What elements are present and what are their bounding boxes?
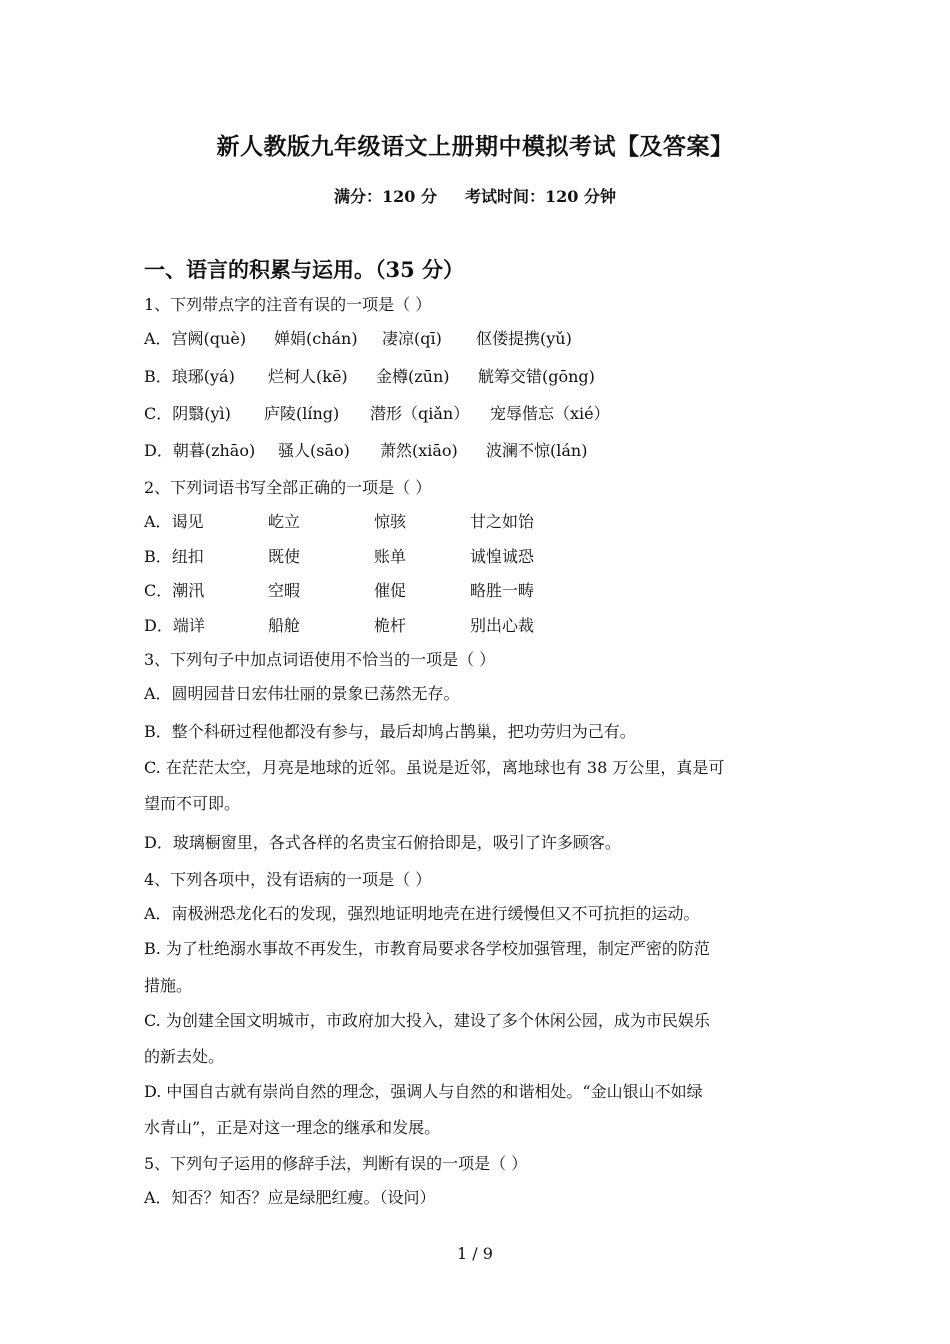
option-cell: 婵娟(chán) (274, 329, 358, 348)
full-score: 满分：120 分 (334, 187, 437, 206)
question-3-option-c-line1: C. 在茫茫太空，月亮是地球的近邻。虽说是近邻，离地球也有 38 万公里，真是可 (144, 758, 725, 777)
question-4-option-d-line1: D. 中国自古就有崇尚自然的理念，强调人与自然的和谐相处。“金山银山不如绿 (144, 1082, 703, 1101)
option-cell: D．端详 (144, 616, 205, 635)
option-cell: B．琅琊(yá) (144, 367, 235, 386)
option-cell: B．纽扣 (144, 547, 204, 566)
option-cell: A．谒见 (144, 512, 204, 531)
option-cell: 庐陵(líng) (264, 404, 340, 423)
option-cell: C．潮汛 (144, 581, 205, 600)
question-5-stem: 5、下列句子运用的修辞手法，判断有误的一项是（ ） (144, 1154, 528, 1173)
question-2-stem: 2、下列词语书写全部正确的一项是（ ） (144, 478, 432, 497)
question-4-option-d-line2: 水青山”，正是对这一理念的继承和发展。 (144, 1118, 441, 1137)
exam-info (0, 184, 950, 207)
question-4-option-c-line2: 的新去处。 (144, 1047, 225, 1066)
option-cell: 船舱 (268, 616, 301, 635)
option-cell: C．阴翳(yì) (144, 404, 231, 423)
question-4-option-a: A．南极洲恐龙化石的发现，强烈地证明地壳在进行缓慢但又不可抗拒的运动。 (144, 904, 700, 923)
option-cell: 略胜一畴 (470, 581, 535, 600)
option-cell: 金樽(zūn) (376, 367, 450, 386)
exam-time: 考试时间：120 分钟 (465, 187, 616, 206)
option-cell: 桅杆 (374, 616, 407, 635)
question-4-option-b-line1: B. 为了杜绝溺水事故不再发生，市教育局要求各学校加强管理，制定严密的防范 (144, 939, 710, 958)
question-3-option-b: B．整个科研过程他都没有参与，最后却鸠占鹊巢，把功劳归为己有。 (144, 722, 636, 741)
option-cell: 屹立 (268, 512, 301, 531)
question-3-option-c-line2: 望而不可即。 (144, 794, 241, 813)
option-cell: A．宫阙(què) (144, 329, 247, 348)
option-cell: 宠辱偕忘（xié） (490, 404, 610, 423)
option-cell: 账单 (374, 547, 407, 566)
question-4-option-c-line1: C. 为创建全国文明城市，市政府加大投入，建设了多个休闲公园，成为市民娱乐 (144, 1011, 710, 1030)
option-cell: 烂柯人(kē) (268, 367, 348, 386)
question-3-option-d: D．玻璃橱窗里，各式各样的名贵宝石俯拾即是，吸引了许多顾客。 (144, 833, 621, 852)
option-cell: 惊骇 (374, 512, 407, 531)
question-3-option-a: A．圆明园昔日宏伟壮丽的景象已荡然无存。 (144, 684, 460, 703)
option-cell: 既使 (268, 547, 301, 566)
page-number: 1 / 9 (457, 1244, 493, 1263)
option-cell: 萧然(xiāo) (380, 441, 458, 460)
option-cell: 别出心裁 (470, 616, 535, 635)
question-4-stem: 4、下列各项中，没有语病的一项是（ ） (144, 870, 432, 889)
option-cell: D．朝暮(zhāo) (144, 441, 256, 460)
option-cell: 骚人(sāo) (278, 441, 350, 460)
option-cell: 伛偻提携(yǔ) (476, 329, 572, 348)
question-4-option-b-line2: 措施。 (144, 976, 193, 995)
option-cell: 催促 (374, 581, 407, 600)
option-cell: 觥筹交错(gōng) (478, 367, 595, 386)
option-cell: 空暇 (268, 581, 301, 600)
question-1-stem: 1、下列带点字的注音有误的一项是（ ） (144, 295, 432, 314)
option-cell: 波澜不惊(lán) (486, 441, 588, 460)
option-cell: 甘之如饴 (470, 512, 535, 531)
page-title: 新人教版九年级语文上册期中模拟考试【及答案】 (216, 133, 734, 160)
question-5-option-a: A．知否？知否？应是绿肥红瘦。（设问） (144, 1188, 436, 1207)
option-cell: 凄凉(qī) (382, 329, 442, 348)
question-3-stem: 3、下列句子中加点词语使用不恰当的一项是（ ） (144, 650, 496, 669)
option-cell: 诚惶诚恐 (470, 547, 535, 566)
section-heading: 一、语言的积累与运用。（35 分） (144, 257, 465, 282)
option-cell: 潜形（qiǎn） (370, 404, 470, 423)
